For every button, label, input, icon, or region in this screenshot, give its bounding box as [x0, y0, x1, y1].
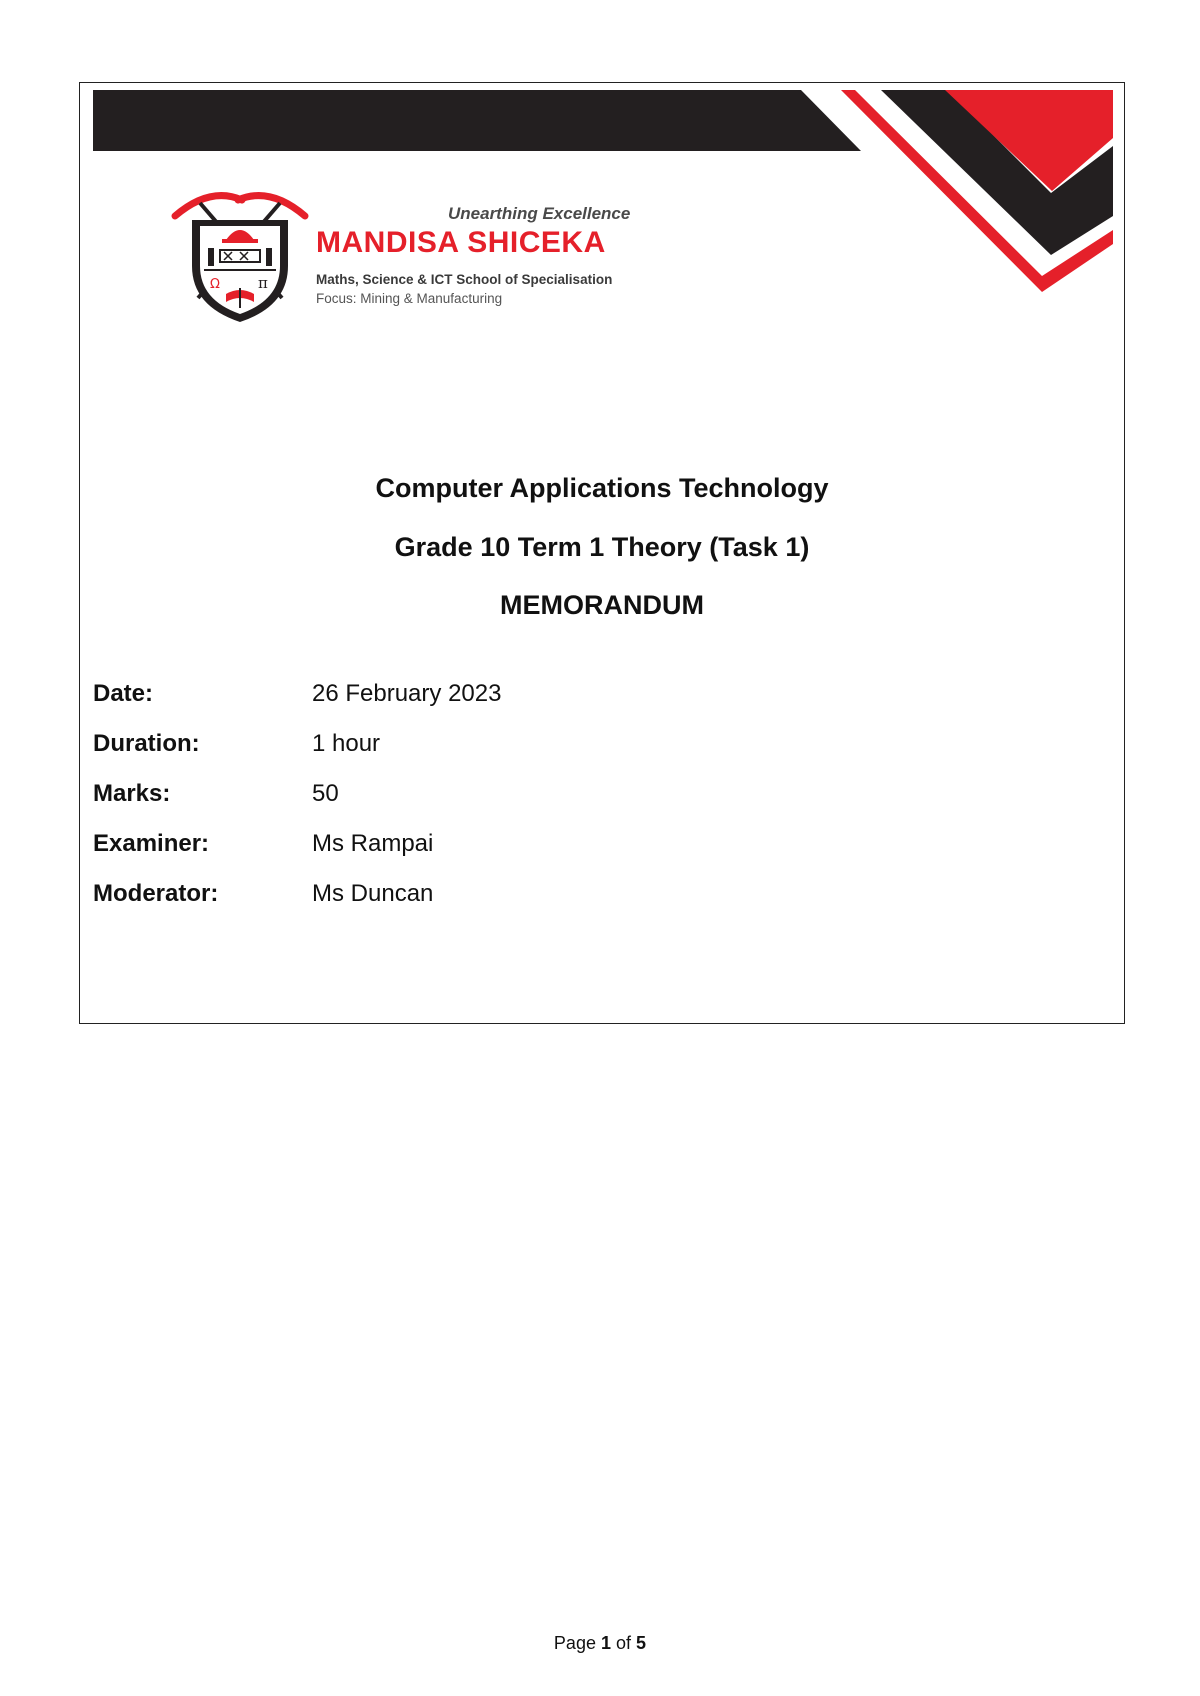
detail-label: Moderator: — [93, 880, 219, 907]
logo-school-name — [316, 226, 606, 260]
subject-title: Computer Applications Technology — [375, 473, 829, 503]
detail-value: Ms Rampai — [312, 830, 434, 857]
detail-label: Duration: — [93, 730, 200, 757]
logo-school-name-first: MANDISA — [316, 226, 459, 259]
footer-of-word: of — [616, 1633, 632, 1653]
school-crest-icon — [170, 188, 310, 328]
detail-value: 26 February 2023 — [312, 680, 502, 707]
footer-current-page: 1 — [600, 1633, 611, 1653]
detail-row-marks — [93, 780, 893, 812]
detail-row-examiner — [93, 830, 893, 862]
detail-label: Date: — [93, 680, 154, 707]
banner-black-bar — [93, 90, 861, 151]
detail-label: Marks: — [93, 780, 171, 807]
detail-value: 50 — [312, 780, 339, 807]
detail-row-moderator — [93, 880, 893, 912]
detail-value: Ms Duncan — [312, 880, 434, 907]
assessment-title: Grade 10 Term 1 Theory (Task 1) — [394, 532, 810, 562]
logo-tagline: Unearthing Excellence — [448, 204, 631, 223]
detail-row-date — [93, 680, 893, 712]
footer-total-pages: 5 — [636, 1633, 647, 1653]
footer-page-word: Page — [553, 1633, 596, 1653]
school-logo — [170, 188, 650, 328]
detail-value: 1 hour — [312, 730, 381, 757]
logo-subtitle: Maths, Science & ICT School of Specialisation — [316, 272, 613, 287]
svg-text:Ω: Ω — [210, 277, 220, 292]
logo-school-name-second: SHICEKA — [467, 226, 606, 259]
page-number-footer — [0, 1633, 1200, 1654]
detail-row-duration — [93, 730, 893, 762]
logo-focus: Focus: Mining & Manufacturing — [316, 291, 503, 306]
document-type: MEMORANDUM — [500, 590, 704, 620]
svg-text:π: π — [258, 274, 268, 292]
detail-label: Examiner: — [93, 830, 210, 857]
